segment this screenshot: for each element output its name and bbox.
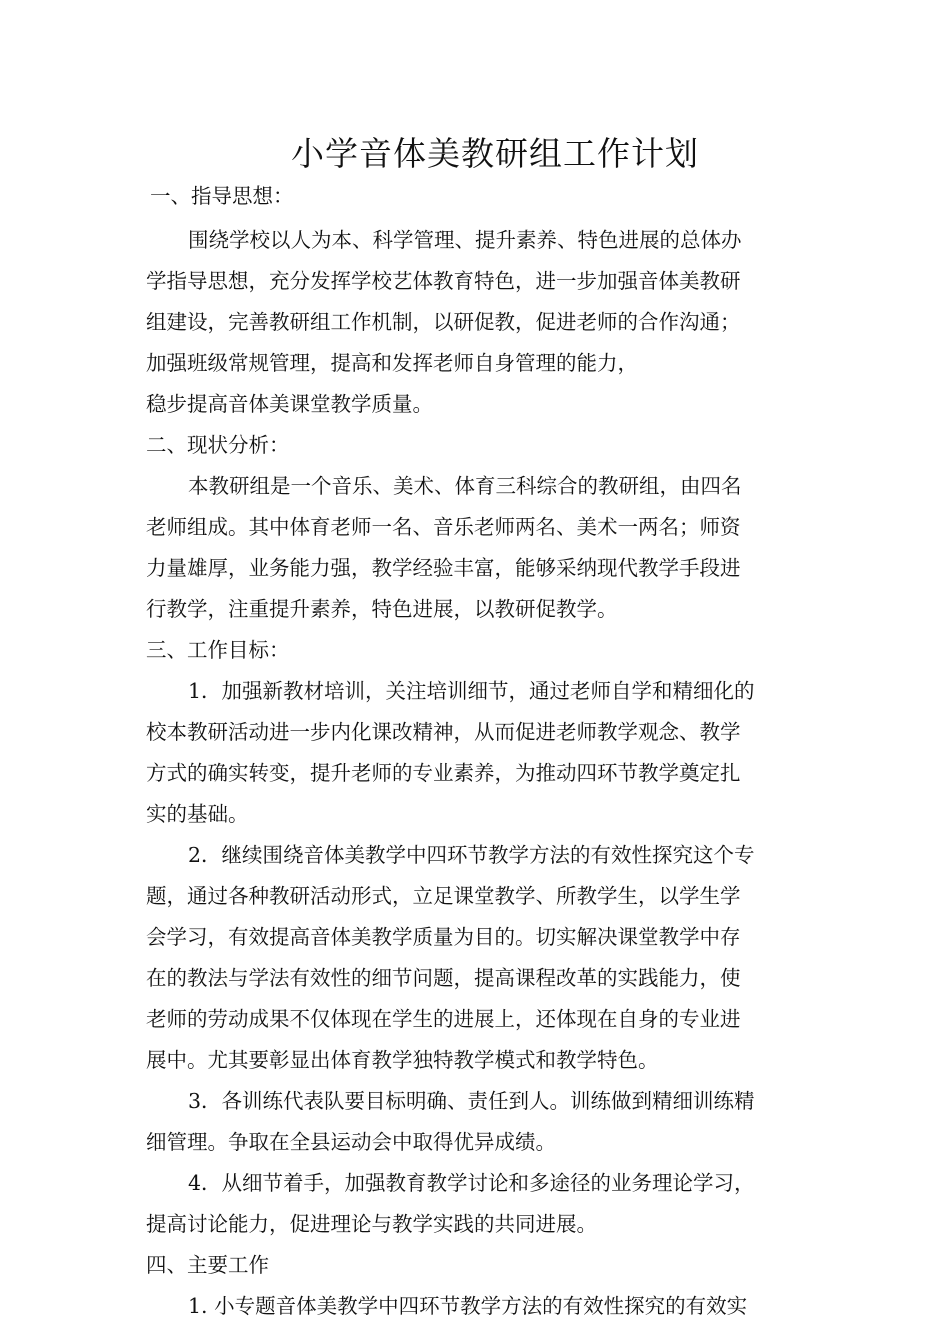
paragraph-line: 稳步提高音体美课堂教学质量。 (146, 392, 433, 416)
paragraph-line: 细管理。争取在全县运动会中取得优异成绩。 (146, 1130, 556, 1154)
work-item-1-line: 1. 小专题音体美教学中四环节教学方法的有效性探究的有效实 (188, 1294, 748, 1318)
section-heading-guiding-thought: 一、指导思想： (150, 184, 294, 208)
goal-item-4-line: 4．从细节着手，加强教育教学讨论和多途径的业务理论学习， (188, 1171, 755, 1195)
section-heading-main-work: 四、主要工作 (146, 1253, 269, 1277)
paragraph-line: 老师的劳动成果不仅体现在学生的进展上，还体现在自身的专业进 (146, 1007, 741, 1031)
paragraph-line: 方式的确实转变，提升老师的专业素养，为推动四环节教学奠定扎 (146, 761, 741, 785)
paragraph-line: 在的教法与学法有效性的细节问题，提高课程改革的实践能力，使 (146, 966, 741, 990)
paragraph-line: 实的基础。 (146, 802, 249, 826)
paragraph-line: 老师组成。其中体育老师一名、音乐老师两名、美术一两名；师资 (146, 515, 741, 539)
paragraph-line: 本教研组是一个音乐、美术、体育三科综合的教研组，由四名 (188, 474, 742, 498)
paragraph-line: 提高讨论能力，促进理论与教学实践的共同进展。 (146, 1212, 597, 1236)
document-body (146, 176, 806, 1327)
paragraph-line: 学指导思想，充分发挥学校艺体教育特色，进一步加强音体美教研 (146, 269, 741, 293)
paragraph-line: 校本教研活动进一步内化课改精神，从而促进老师教学观念、教学 (146, 720, 741, 744)
paragraph-line: 力量雄厚，业务能力强，教学经验丰富，能够采纳现代教学手段进 (146, 556, 741, 580)
paragraph-line: 题，通过各种教研活动形式，立足课堂教学、所教学生，以学生学 (146, 884, 741, 908)
section-heading-status-analysis: 二、现状分析： (146, 433, 290, 457)
paragraph-line: 行教学，注重提升素养，特色进展，以教研促教学。 (146, 597, 618, 621)
paragraph-line: 围绕学校以人为本、科学管理、提升素养、特色进展的总体办 (188, 228, 742, 252)
document-title: 小学音体美教研组工作计划 (291, 134, 699, 173)
goal-item-3-line: 3．各训练代表队要目标明确、责任到人。训练做到精细训练精 (188, 1089, 755, 1113)
paragraph-line: 展中。尤其要彰显出体育教学独特教学模式和教学特色。 (146, 1048, 659, 1072)
section-heading-work-goals: 三、工作目标： (146, 638, 290, 662)
paragraph-line: 组建设，完善教研组工作机制，以研促教，促进老师的合作沟通； (146, 310, 741, 334)
paragraph-line: 会学习，有效提高音体美教学质量为目的。切实解决课堂教学中存 (146, 925, 741, 949)
goal-item-1-line: 1．加强新教材培训，关注培训细节，通过老师自学和精细化的 (188, 679, 755, 703)
goal-item-2-line: 2．继续围绕音体美教学中四环节教学方法的有效性探究这个专 (188, 843, 755, 867)
paragraph-line: 加强班级常规管理，提高和发挥老师自身管理的能力， (146, 351, 638, 375)
